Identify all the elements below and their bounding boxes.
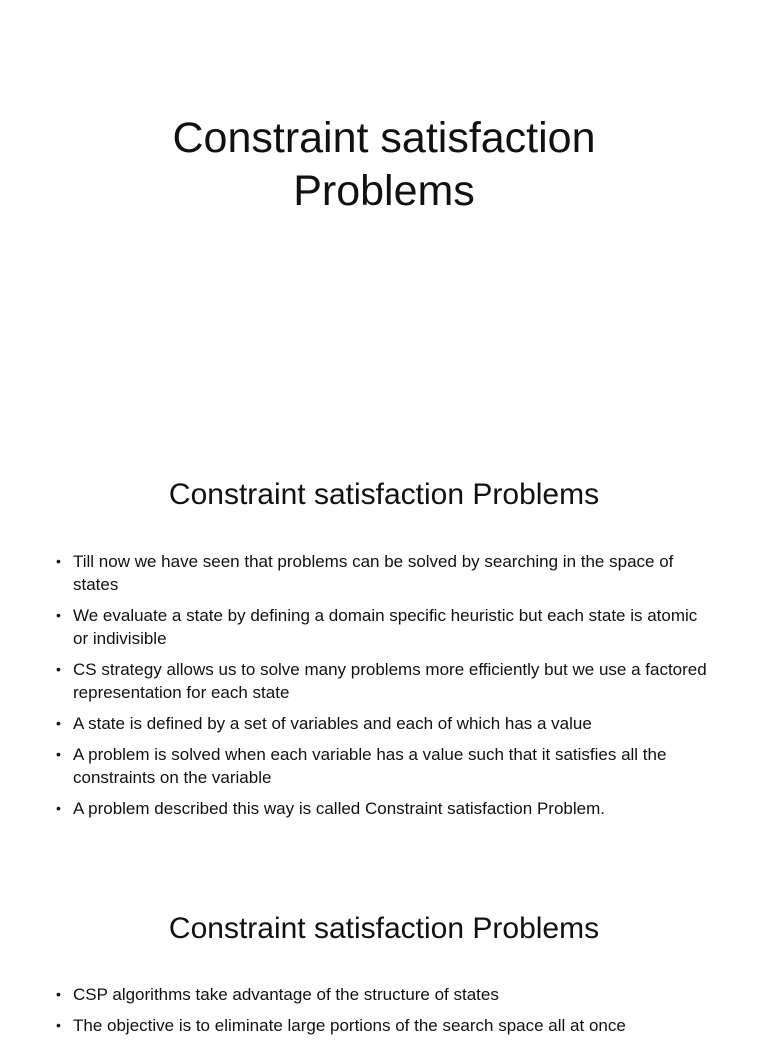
bullet-text: A problem described this way is called Constraint satisfaction Problem. (73, 799, 605, 818)
bullet-icon: • (56, 746, 61, 762)
title-line-1: Constraint satisfaction (172, 114, 596, 162)
title-slide (0, 0, 768, 432)
bullet-text: A problem is solved when each variable has a value such that it satisfies all the constraints on the variable (73, 745, 667, 787)
content-slide-intro (0, 432, 768, 866)
bullet-item (56, 604, 716, 650)
bullet-item (56, 550, 716, 596)
bullet-list (56, 550, 716, 828)
bullet-icon: • (56, 661, 61, 677)
bullet-text: CS strategy allows us to solve many problems more efficiently but we use a factored representation for each state (73, 660, 707, 702)
presentation-title (0, 112, 768, 218)
bullet-item (56, 797, 716, 820)
bullet-item (56, 712, 716, 735)
slide-heading: Constraint satisfaction Problems (168, 912, 600, 945)
bullet-text: We evaluate a state by defining a domain specific heuristic but each state is atomic or indivisible (73, 606, 698, 648)
content-slide-csp-algorithms (0, 866, 768, 1035)
bullet-icon: • (56, 1017, 61, 1033)
bullet-icon: • (56, 553, 61, 569)
bullet-text: A state is defined by a set of variables and each of which has a value (73, 714, 592, 733)
bullet-item (56, 983, 716, 1006)
bullet-icon: • (56, 800, 61, 816)
title-line-2: Problems (293, 167, 475, 215)
bullet-text: Till now we have seen that problems can be solved by searching in the space of states (73, 552, 674, 594)
bullet-icon: • (56, 715, 61, 731)
bullet-item (56, 658, 716, 704)
bullet-list (56, 983, 716, 1045)
bullet-icon: • (56, 607, 61, 623)
bullet-text: CSP algorithms take advantage of the structure of states (73, 985, 499, 1004)
bullet-item (56, 743, 716, 789)
slide-heading: Constraint satisfaction Problems (168, 478, 600, 511)
bullet-icon: • (56, 986, 61, 1002)
bullet-text: The objective is to eliminate large portions of the search space all at once (73, 1016, 626, 1035)
bullet-item (56, 1014, 716, 1037)
